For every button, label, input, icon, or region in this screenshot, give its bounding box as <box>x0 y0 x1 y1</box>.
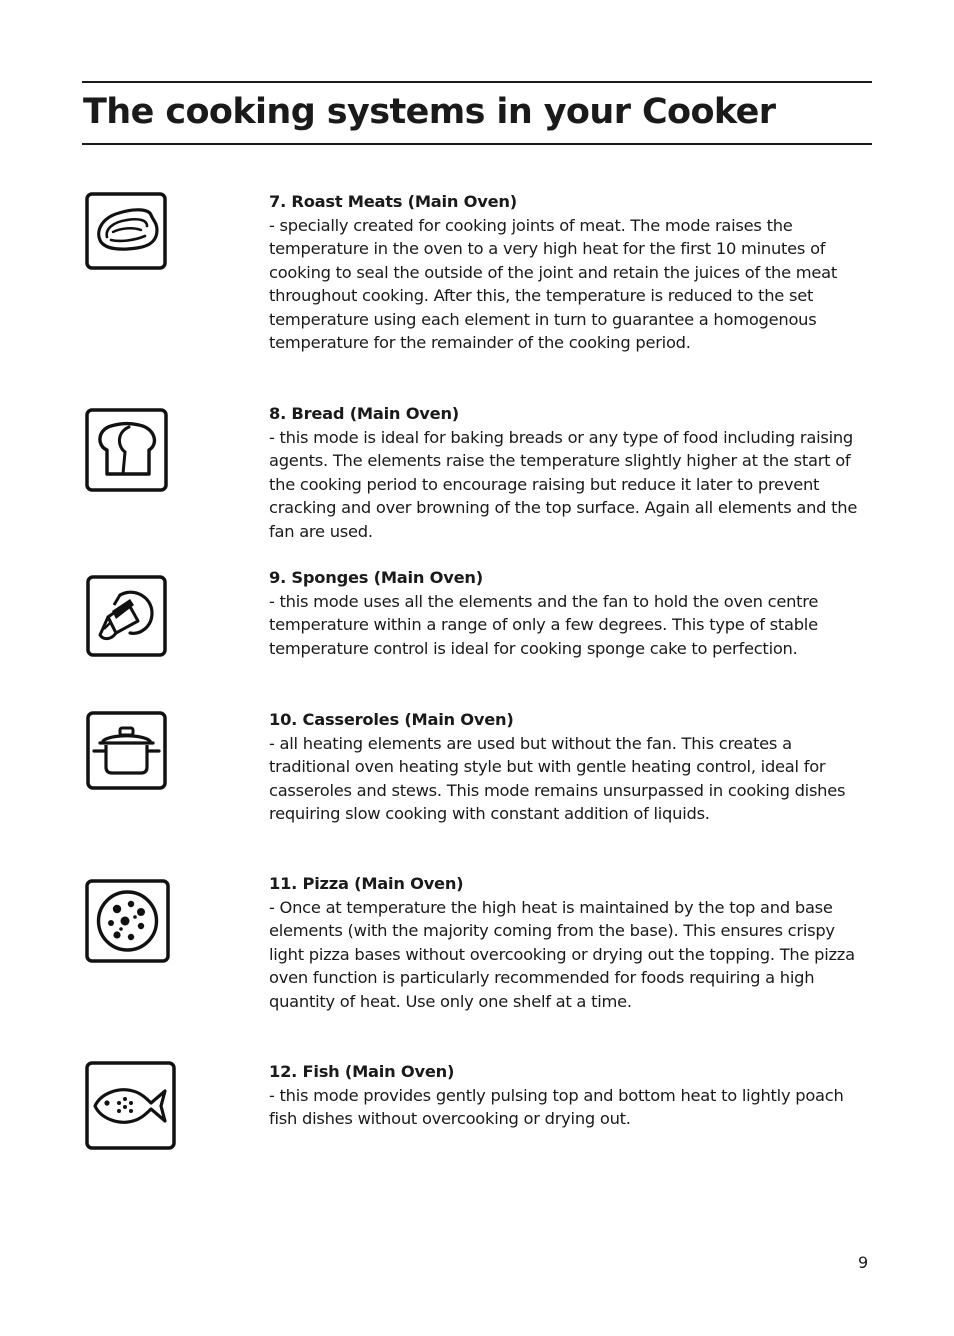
section-body: - this mode provides gently pulsing top and bottom heat to lightly poach fish dishes without overcooking or drying out. <box>269 1085 844 1128</box>
section-casseroles <box>269 708 869 826</box>
roast-meat-icon <box>85 192 167 270</box>
section-bread <box>269 402 869 543</box>
fish-icon <box>85 1061 176 1150</box>
header-bottom-rule <box>82 143 872 145</box>
section-title: 9. Sponges (Main Oven) <box>269 568 483 587</box>
header-top-rule <box>82 81 872 83</box>
section-body: - Once at temperature the high heat is maintained by the top and base elements (with the majority coming from the base). This ensures crispy light pizza bases without overcooking or drying out the topping. The pizza oven function is particularly recommended for foods requiring a high quantity of heat. Use only one shelf at a time. <box>269 897 855 1011</box>
section-sponges <box>269 566 869 660</box>
pizza-icon <box>85 879 170 963</box>
section-fish <box>269 1060 869 1131</box>
section-title: 12. Fish (Main Oven) <box>269 1062 455 1081</box>
section-roast-meats <box>269 190 869 355</box>
section-body: - this mode uses all the elements and the fan to hold the oven centre temperature within a range of only a few degrees. This type of stable temperature control is ideal for cooking sponge cake to perfection. <box>269 591 819 658</box>
section-body: - all heating elements are used but without the fan. This creates a traditional oven heating style but with gentle heating control, ideal for casseroles and stews. This mode remains unsurpassed in cooking dishes requiring slow cooking with constant addition of liquids. <box>269 733 846 823</box>
section-pizza <box>269 872 869 1013</box>
sponge-cake-icon <box>86 575 167 657</box>
section-body: - this mode is ideal for baking breads or any type of food including raising agents. The elements raise the temperature slightly higher at the start of the cooking period to encourage raising but reduce it later to prevent cracking and over browning of the top surface. Again all elements and the fan are used. <box>269 427 858 541</box>
section-title: 10. Casseroles (Main Oven) <box>269 710 514 729</box>
section-title: 11. Pizza (Main Oven) <box>269 874 464 893</box>
section-title: 8. Bread (Main Oven) <box>269 404 459 423</box>
section-title: 7. Roast Meats (Main Oven) <box>269 192 517 211</box>
page-title: The cooking systems in your Cooker <box>83 92 776 132</box>
bread-icon <box>85 408 168 492</box>
casserole-pot-icon <box>86 711 167 790</box>
section-body: - specially created for cooking joints of meat. The mode raises the temperature in the oven to a very high heat for the first 10 minutes of cooking to seal the outside of the joint and retain the juices of the meat throughout cooking. After this, the temperature is reduced to the set temperature using each element in turn to guarantee a homogenous temperature for the remainder of the cooking period. <box>269 215 838 352</box>
page-number: 9 <box>858 1253 869 1272</box>
